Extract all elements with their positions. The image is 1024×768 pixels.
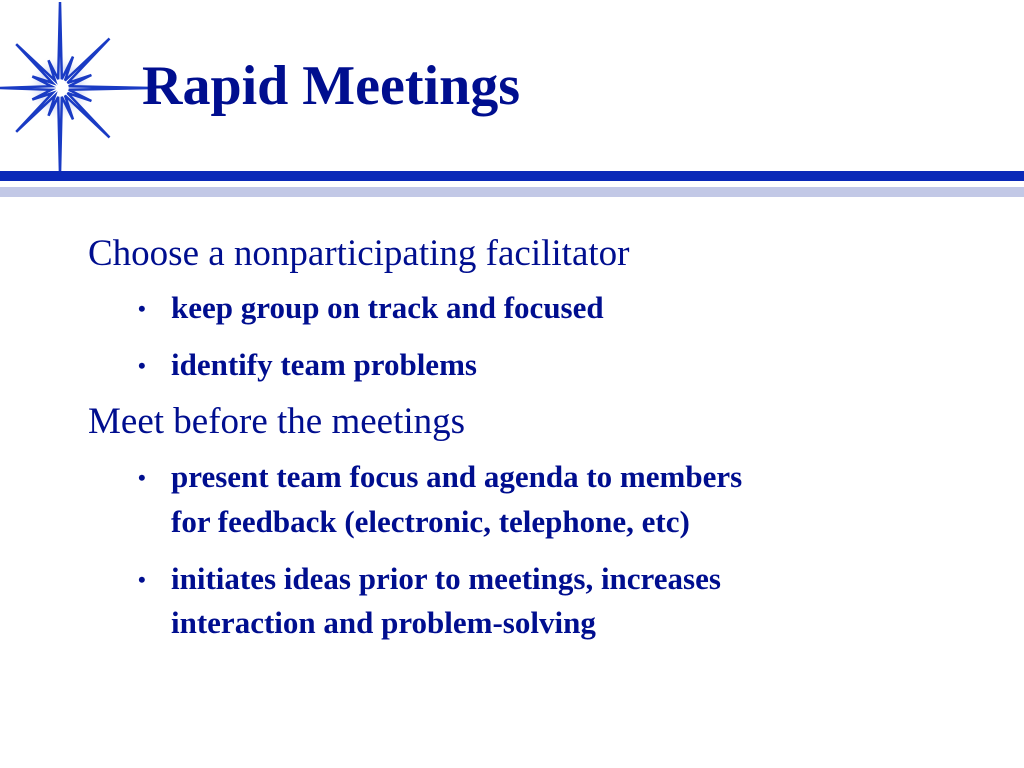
bullet-item (88, 343, 988, 388)
title-rule-dark (0, 171, 1024, 181)
section-heading: Meet before the meetings (88, 401, 466, 443)
bullet-list (88, 286, 988, 388)
slide-title: Rapid Meetings (142, 55, 520, 117)
section-2 (88, 400, 988, 646)
section-1 (88, 232, 988, 388)
bullet-text: present team focus and agenda to members (171, 458, 743, 494)
bullet-text: identify team problems (171, 347, 477, 383)
bullet-text: keep group on track and focused (171, 290, 604, 326)
star-burst-shape (0, 2, 152, 174)
bullet-item (88, 455, 988, 545)
section-heading: Choose a nonparticipating facilitator (88, 233, 630, 274)
bullet-icon: • (138, 296, 146, 322)
bullet-icon: • (138, 566, 146, 592)
slide-content (88, 232, 988, 658)
bullet-text: interaction and problem-solving (171, 605, 596, 641)
bullet-text: for feedback (electronic, telephone, etc) (171, 503, 690, 539)
bullet-text: initiates ideas prior to meetings, increases (171, 560, 721, 596)
bullet-item (88, 557, 988, 647)
star-burst-icon (0, 0, 160, 178)
bullet-item (88, 286, 988, 331)
bullet-icon: • (138, 464, 146, 490)
title-rule-light (0, 187, 1024, 197)
bullet-icon: • (138, 353, 146, 379)
bullet-list (88, 455, 988, 647)
